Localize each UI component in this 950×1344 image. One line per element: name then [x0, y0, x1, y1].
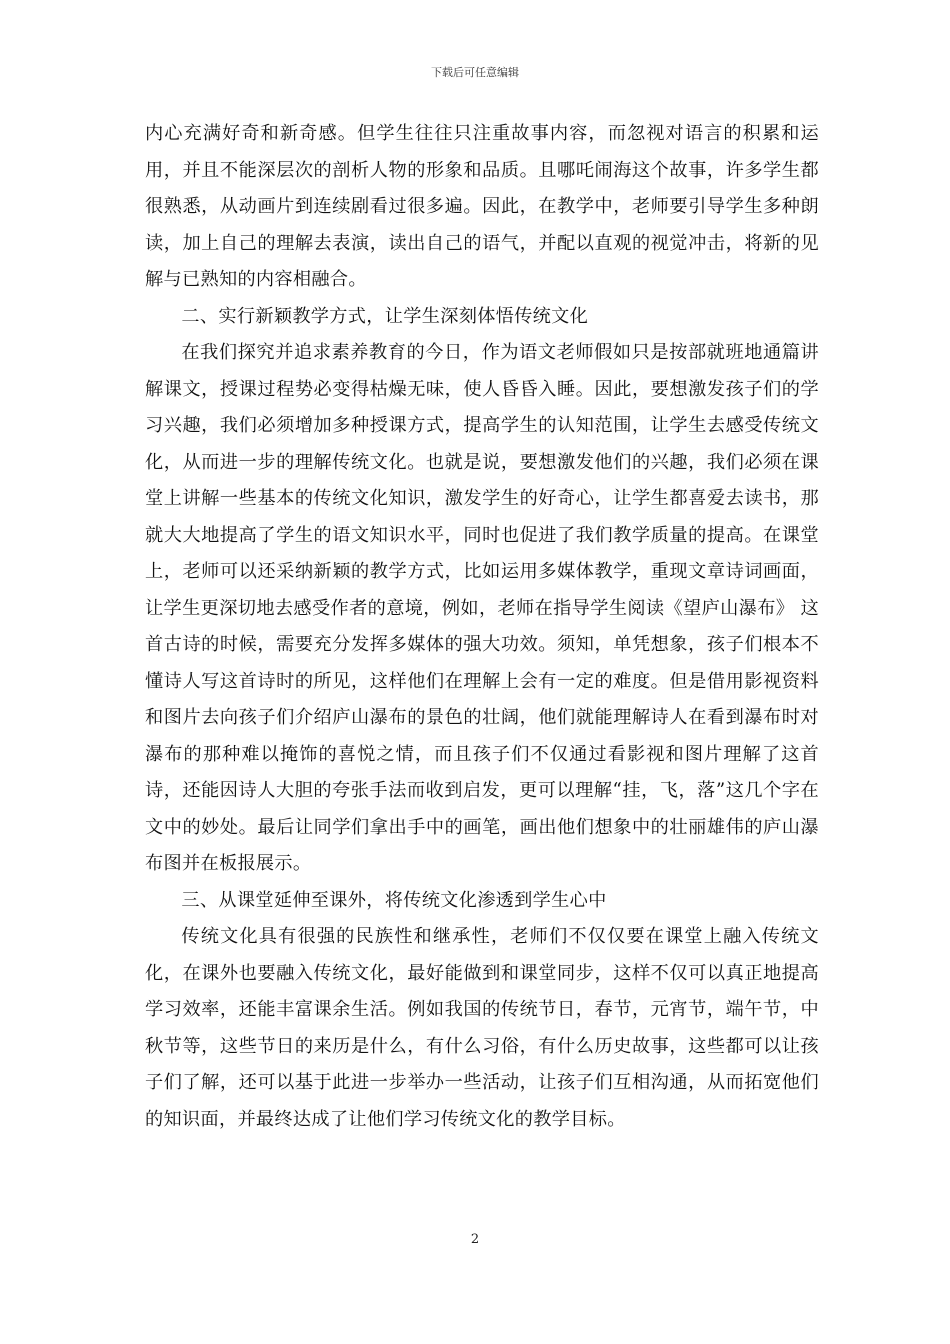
page-header: 下载后可任意编辑: [431, 66, 519, 79]
page-number: 2: [470, 1232, 480, 1247]
body-paragraph: 在我们探究并追求素养教育的今日，作为语文老师假如只是按部就班地通篇讲解课文，授课过程势必变得枯燥无味，使人昏昏入睡。因此，要想激发孩子们的学习兴趣，我们必须增加多种授课方式，提高学生的认知范围，让学生去感受传统文化，从而进一步的理解传统文化。也就是说，要想激发他们的兴趣，我们必须在课堂上讲解一些基本的传统文化知识，激发学生的好奇心，让学生都喜爱去读书，那就大大地提高了学生的语文知识水平，同时也促进了我们教学质量的提高。在课堂上，老师可以还采纳新颖的教学方式，比如运用多媒体教学，重现文章诗词画面，让学生更深切地去感受作者的意境，例如，老师在指导学生阅读《望庐山瀑布》 这首古诗的时候，需要充分发挥多媒体的强大功效。须知，单凭想象，孩子们根本不懂诗人写这首诗时的所见，这样他们在理解上会有一定的难度。但是借用影视资料和图片去向孩子们介绍庐山瀑布的景色的壮阔，他们就能理解诗人在看到瀑布时对瀑布的那种难以掩饰的喜悦之情，而且孩子们不仅通过看影视和图片理解了这首诗，还能因诗人大胆的夸张手法而收到启发，更可以理解“挂，飞，落”这几个字在文中的妙处。最后让同学们拿出手中的画笔，画出他们想象中的壮丽雄伟的庐山瀑布图并在板报展示。: [145, 342, 819, 874]
body-paragraph: 传统文化具有很强的民族性和继承性，老师们不仅仅要在课堂上融入传统文化，在课外也要融入传统文化，最好能做到和课堂同步，这样不仅可以真正地提高学习效率，还能丰富课余生活。例如我国的传统节日，春节，元宵节，端午节，中秋节等，这些节日的来历是什么，有什么习俗，有什么历史故事，这些都可以让孩子们了解，还可以基于此进一步举办一些活动，让孩子们互相沟通，从而拓宽他们的知识面，并最终达成了让他们学习传统文化的教学目标。: [145, 926, 819, 1130]
document-body: [145, 116, 819, 1138]
body-paragraph: 内心充满好奇和新奇感。但学生往往只注重故事内容，而忽视对语言的积累和运用，并且不能深层次的剖析人物的形象和品质。且哪吒闹海这个故事，许多学生都很熟悉，从动画片到连续剧看过很多遍。因此，在教学中，老师要引导学生多种朗读，加上自己的理解去表演，读出自己的语气，并配以直观的视觉冲击，将新的见解与已熟知的内容相融合。: [145, 123, 819, 290]
section-heading-3: 三、从课堂延伸至课外，将传统文化渗透到学生心中: [181, 889, 607, 911]
section-heading-2: 二、实行新颖教学方式，让学生深刻体悟传统文化: [181, 305, 589, 327]
